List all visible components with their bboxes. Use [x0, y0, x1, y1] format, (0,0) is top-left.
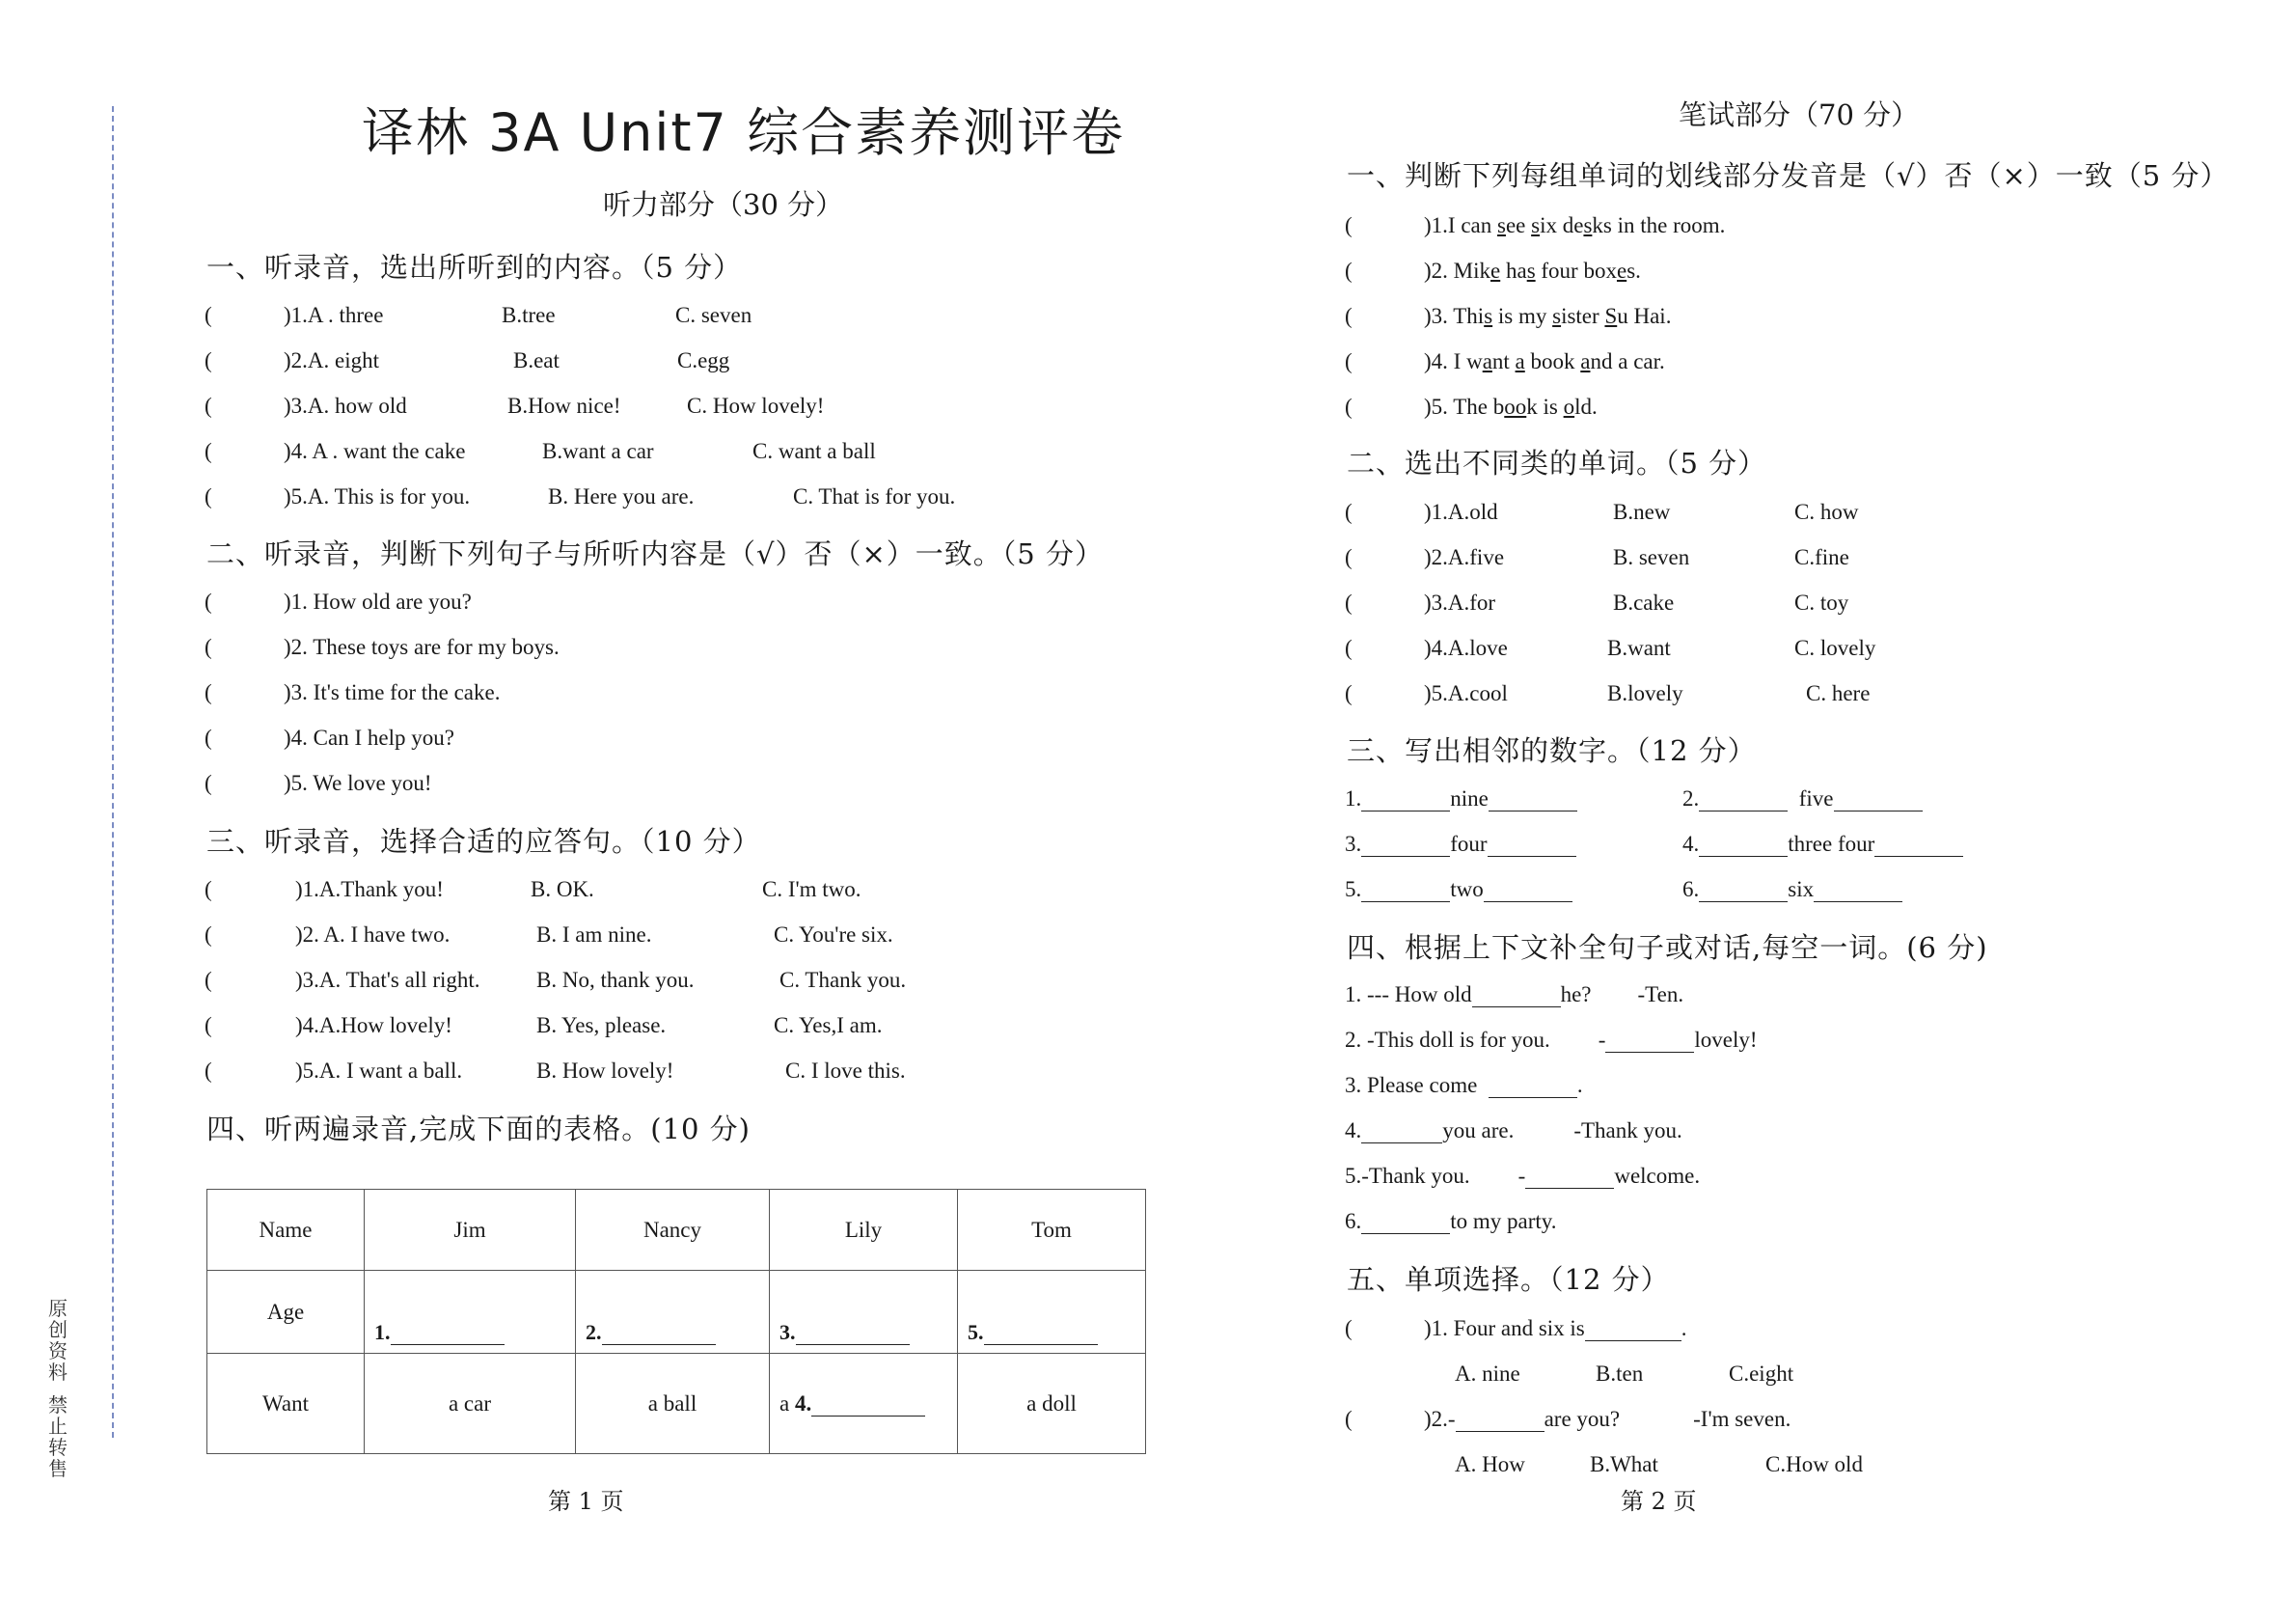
age-cell[interactable]: [576, 1271, 770, 1354]
listening-subtitle: 听力部分（30 分）: [603, 188, 844, 221]
option-c: C. lovely: [1794, 636, 1876, 660]
blank-number: 5.: [968, 1320, 984, 1344]
question-text: )2. Mike has four boxes.: [1424, 259, 1641, 283]
answer-blank[interactable]: [1585, 1321, 1681, 1341]
question-text: )4. Can I help you?: [284, 726, 454, 750]
age-cell[interactable]: [770, 1271, 958, 1354]
open-paren: (: [1345, 591, 1353, 615]
option-c: C.eight: [1729, 1362, 1794, 1386]
side-note-no-resale: 禁止转售: [48, 1393, 68, 1480]
open-paren: (: [205, 303, 212, 327]
age-blank[interactable]: [586, 1320, 716, 1345]
section-heading: 二、听录音，判断下列句子与所听内容是（√）否（×）一致。（5 分）: [206, 537, 1104, 570]
binding-dashed-line: [112, 106, 114, 1438]
answer-blank[interactable]: [811, 1396, 925, 1417]
open-paren: (: [205, 726, 212, 750]
option-b: B.eat: [513, 348, 560, 372]
question-text: )5. The book is old.: [1424, 395, 1598, 419]
option-c: C. Yes,I am.: [774, 1013, 883, 1037]
page-title: 译林 3A Unit7 综合素养测评卷: [362, 102, 1126, 163]
table-header-cell: Nancy: [576, 1190, 770, 1271]
option-c: C. That is for you.: [793, 484, 956, 509]
option-a: A. How: [1455, 1452, 1525, 1476]
want-cell-lily[interactable]: [770, 1354, 958, 1454]
writing-subtitle: 笔试部分（70 分）: [1679, 98, 1920, 131]
option-b: B.ten: [1596, 1362, 1644, 1386]
open-paren: (: [205, 635, 212, 659]
question-text: )5.A. I want a ball.: [295, 1059, 463, 1083]
option-c: C. seven: [675, 303, 752, 327]
open-paren: (: [1345, 395, 1353, 419]
open-paren: (: [1345, 259, 1353, 283]
option-b: B.What: [1590, 1452, 1658, 1476]
option-c: C. You're six.: [774, 922, 893, 947]
question-text: )5.A.cool: [1424, 681, 1508, 705]
question-text: )2.A. eight: [284, 348, 380, 372]
page-number: 第 2 页: [1621, 1488, 1697, 1515]
question-text: )2.A.five: [1424, 545, 1505, 569]
question-text: )3.A.for: [1424, 591, 1496, 615]
question-text: )3.A. That's all right.: [295, 968, 480, 992]
option-b: B. No, thank you.: [536, 968, 695, 992]
answer-blank[interactable]: [1456, 1412, 1544, 1432]
blank-number: 3.: [779, 1320, 796, 1344]
open-paren: (: [205, 439, 212, 463]
open-paren: (: [1345, 213, 1353, 237]
answer-blank[interactable]: [1361, 837, 1450, 857]
blank-number: 4.: [794, 1390, 812, 1416]
open-paren: (: [1345, 1316, 1353, 1340]
answer-blank[interactable]: [1361, 791, 1450, 812]
section-heading: 一、判断下列每组单词的划线部分发音是（√）否（×）一致（5 分）: [1347, 159, 2229, 192]
question-text: )2. These toys are for my boys.: [284, 635, 560, 659]
option-b: B.How nice!: [507, 394, 621, 418]
option-b: B. seven: [1613, 545, 1690, 569]
question-text: )1.A.Thank you!: [295, 877, 444, 901]
option-c: C. I'm two.: [762, 877, 861, 901]
answer-blank[interactable]: [1699, 791, 1788, 812]
answer-blank[interactable]: [1489, 791, 1577, 812]
answer-blank[interactable]: [1488, 837, 1576, 857]
open-paren: (: [205, 680, 212, 704]
open-paren: (: [1345, 681, 1353, 705]
number-fill-item[interactable]: 3. four: [1345, 832, 1576, 857]
section-heading: 四、听两遍录音,完成下面的表格。(10 分): [206, 1113, 751, 1145]
age-cell[interactable]: [958, 1271, 1146, 1354]
option-c: C. how: [1794, 500, 1859, 524]
option-c: C. I love this.: [785, 1059, 906, 1083]
open-paren: (: [1345, 636, 1353, 660]
question-text: )3.A. how old: [284, 394, 407, 418]
answer-blank[interactable]: [984, 1325, 1098, 1345]
table-header-cell: Tom: [958, 1190, 1146, 1271]
option-b: B. I am nine.: [536, 922, 652, 947]
open-paren: (: [205, 771, 212, 795]
question-text: )3. This is my sister Su Hai.: [1424, 304, 1672, 328]
option-a: A. nine: [1455, 1362, 1520, 1386]
option-b: B. OK.: [531, 877, 594, 901]
open-paren: (: [1345, 545, 1353, 569]
answer-blank[interactable]: [1361, 1214, 1450, 1234]
option-c: C. here: [1806, 681, 1871, 705]
option-b: B.lovely: [1607, 681, 1683, 705]
table-header-cell: Name: [207, 1190, 365, 1271]
fill-sentence[interactable]: 6. to my party.: [1345, 1209, 1557, 1233]
open-paren: (: [205, 877, 212, 901]
open-paren: (: [205, 1013, 212, 1037]
open-paren: (: [205, 1059, 212, 1083]
blank-number: 2.: [586, 1320, 602, 1344]
answer-blank[interactable]: [1699, 837, 1788, 857]
question-text: )5.A. This is for you.: [284, 484, 471, 509]
answer-blank[interactable]: [1874, 837, 1963, 857]
fill-sentence[interactable]: 5.-Thank you. - welcome.: [1345, 1164, 1701, 1188]
question-text: )1.A.old: [1424, 500, 1498, 524]
option-c: C. Thank you.: [779, 968, 907, 992]
mc-question[interactable]: )1. Four and six is .: [1424, 1316, 1687, 1340]
want-article: a: [779, 1390, 790, 1416]
option-b: B.cake: [1613, 591, 1675, 615]
option-b: B. Here you are.: [548, 484, 695, 509]
table-header-cell: Jim: [365, 1190, 576, 1271]
answer-blank[interactable]: [1525, 1169, 1614, 1189]
answer-blank[interactable]: [1814, 882, 1902, 902]
question-text: )1.I can see six desks in the room.: [1424, 213, 1726, 237]
want-cell: a ball: [576, 1354, 770, 1454]
open-paren: (: [1345, 500, 1353, 524]
option-c: C. How lovely!: [687, 394, 825, 418]
want-cell: a car: [365, 1354, 576, 1454]
number-fill-item[interactable]: 2. five: [1682, 786, 1923, 812]
section-heading: 二、选出不同类的单词。（5 分）: [1347, 447, 1767, 480]
number-fill-item[interactable]: 1. nine: [1345, 786, 1577, 812]
question-text: )5. We love you!: [284, 771, 432, 795]
open-paren: (: [205, 922, 212, 947]
question-text: )4. A . want the cake: [284, 439, 466, 463]
age-label: Age: [207, 1271, 365, 1354]
answer-blank[interactable]: [1361, 882, 1450, 902]
open-paren: (: [205, 590, 212, 614]
page-number: 第 1 页: [548, 1488, 624, 1515]
question-text: )4. I want a book and a car.: [1424, 349, 1665, 373]
open-paren: (: [1345, 1407, 1353, 1431]
option-c: C.fine: [1794, 545, 1849, 569]
answer-blank[interactable]: [1484, 882, 1572, 902]
number-fill-item[interactable]: 6. six: [1682, 877, 1902, 902]
answer-blank[interactable]: [391, 1325, 505, 1345]
side-note-original: 原创资料: [48, 1297, 68, 1384]
want-label: Want: [207, 1354, 365, 1454]
section-heading: 三、写出相邻的数字。（12 分）: [1347, 734, 1757, 767]
answer-blank[interactable]: [796, 1325, 910, 1345]
section-heading: 五、单项选择。（12 分）: [1347, 1263, 1670, 1296]
open-paren: (: [1345, 349, 1353, 373]
answer-blank[interactable]: [1472, 987, 1561, 1007]
fill-sentence[interactable]: 1. --- How old he? -Ten.: [1345, 982, 1684, 1006]
option-c: C.egg: [677, 348, 730, 372]
section-heading: 一、听录音，选出所听到的内容。（5 分）: [206, 251, 743, 284]
answer-blank[interactable]: [1699, 882, 1788, 902]
question-text: )1. How old are you?: [284, 590, 472, 614]
option-c: C. want a ball: [752, 439, 876, 463]
option-b: B.want: [1607, 636, 1671, 660]
option-b: B.want a car: [542, 439, 654, 463]
fill-sentence[interactable]: 2. -This doll is for you. - lovely!: [1345, 1028, 1758, 1052]
age-blank[interactable]: [779, 1320, 910, 1345]
option-b: B. How lovely!: [536, 1059, 674, 1083]
question-text: )2. A. I have two.: [295, 922, 451, 947]
open-paren: (: [205, 484, 212, 509]
answer-blank[interactable]: [1605, 1032, 1694, 1053]
want-cell: a doll: [958, 1354, 1146, 1454]
age-blank[interactable]: [968, 1320, 1098, 1345]
section-heading: 四、根据上下文补全句子或对话,每空一词。(6 分): [1347, 931, 1988, 964]
option-b: B.new: [1613, 500, 1671, 524]
open-paren: (: [205, 968, 212, 992]
open-paren: (: [1345, 304, 1353, 328]
option-b: B. Yes, please.: [536, 1013, 667, 1037]
open-paren: (: [205, 394, 212, 418]
section-heading: 三、听录音，选择合适的应答句。（10 分）: [206, 825, 761, 858]
table-header-cell: Lily: [770, 1190, 958, 1271]
fill-sentence[interactable]: 3. Please come .: [1345, 1073, 1583, 1097]
question-text: )1.A . three: [284, 303, 384, 327]
option-c: C. toy: [1794, 591, 1849, 615]
age-blank[interactable]: [374, 1320, 505, 1345]
number-fill-item[interactable]: 4. three four: [1682, 832, 1963, 857]
question-text: )4.A.How lovely!: [295, 1013, 452, 1037]
age-cell[interactable]: [365, 1271, 576, 1354]
info-table: [206, 1189, 1146, 1454]
option-c: C.How old: [1765, 1452, 1863, 1476]
question-text: )4.A.love: [1424, 636, 1508, 660]
number-fill-item[interactable]: 5. two: [1345, 877, 1572, 902]
fill-sentence[interactable]: 4. you are. -Thank you.: [1345, 1118, 1682, 1142]
option-b: B.tree: [502, 303, 556, 327]
mc-question[interactable]: )2.- are you? -I'm seven.: [1424, 1407, 1791, 1431]
answer-blank[interactable]: [1489, 1078, 1577, 1098]
open-paren: (: [205, 348, 212, 372]
question-text: )3. It's time for the cake.: [284, 680, 501, 704]
answer-blank[interactable]: [1361, 1123, 1442, 1143]
answer-blank[interactable]: [602, 1325, 716, 1345]
answer-blank[interactable]: [1834, 791, 1923, 812]
blank-number: 1.: [374, 1320, 391, 1344]
